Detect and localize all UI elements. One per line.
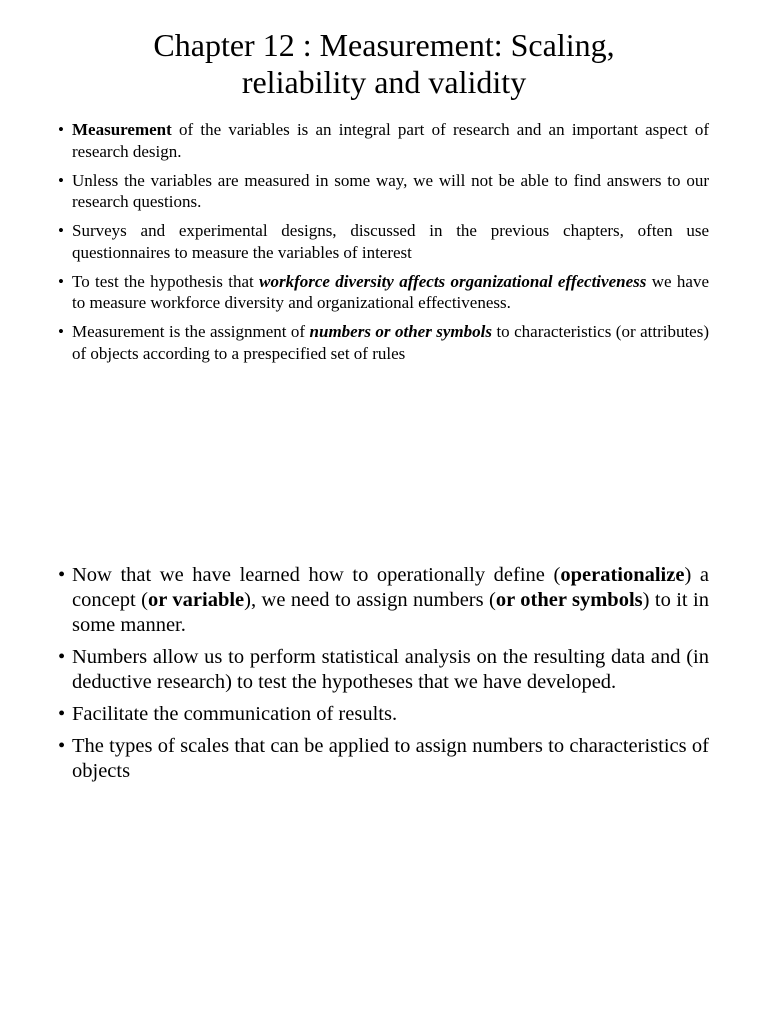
bullet-text: Facilitate the communication of results. <box>72 703 398 725</box>
bullet-text: Now that we have learned how to operationally define ( <box>72 564 561 586</box>
bold-term: operationalize <box>560 564 685 586</box>
bullet-icon: • <box>58 646 66 668</box>
list-item <box>58 321 709 364</box>
bold-term: Measurement <box>72 120 172 139</box>
emphasized-text: workforce diversity affects organizational effectiveness <box>259 271 647 291</box>
list-item <box>58 563 709 638</box>
bullet-icon: • <box>58 735 66 757</box>
bullet-text: to characteristics (or attributes) of objects according to a prespecified set of rules <box>72 322 709 363</box>
title-line-2: reliability and validity <box>241 64 527 100</box>
bullet-text: ) a concept ( <box>72 564 709 611</box>
bullet-text: we have to measure workforce diversity and organizational effectiveness. <box>72 271 709 312</box>
list-item <box>58 702 709 727</box>
list-item <box>58 119 709 162</box>
list-item <box>58 734 709 784</box>
bullet-text: Measurement is the assignment of <box>72 322 310 341</box>
list-item <box>58 645 709 695</box>
list-item <box>58 170 709 213</box>
bullet-text: ), we need to assign numbers ( <box>244 589 496 611</box>
bullet-icon: • <box>58 170 64 190</box>
bullet-text: ) to it in some manner. <box>72 589 709 636</box>
bullet-text: Numbers allow us to perform statistical analysis on the resulting data and (in deductive research) to test the hypotheses that we have developed. <box>72 646 709 693</box>
bullet-text: To test the hypothesis that <box>72 271 260 291</box>
bullet-list <box>58 119 709 372</box>
bullet-icon: • <box>58 271 64 291</box>
page-title <box>60 27 708 101</box>
emphasized-text: numbers or other symbols <box>309 322 492 341</box>
bullet-text: of the variables is an integral part of research and an important aspect of research design. <box>72 120 709 161</box>
bullet-icon: • <box>58 703 66 725</box>
bullet-text: Unless the variables are measured in some way, we will not be able to find answers to our research questions. <box>72 170 709 211</box>
bullet-text: Surveys and experimental designs, discussed in the previous chapters, often use questionnaires to measure the variables of interest <box>72 221 709 262</box>
bullet-icon: • <box>58 221 64 240</box>
bold-term: or other symbols <box>495 589 643 611</box>
list-item <box>58 220 709 263</box>
bullet-icon: • <box>58 322 64 341</box>
bullet-icon: • <box>58 564 66 586</box>
slide-assigning-numbers <box>0 520 768 1024</box>
bullet-list <box>58 563 709 791</box>
bullet-icon: • <box>58 120 64 139</box>
bold-term: or variable <box>148 589 245 611</box>
list-item <box>58 271 709 314</box>
bullet-text: The types of scales that can be applied to assign numbers to characteristics of objects <box>72 735 709 782</box>
title-line-1: Chapter 12 : Measurement: Scaling, <box>153 27 615 63</box>
